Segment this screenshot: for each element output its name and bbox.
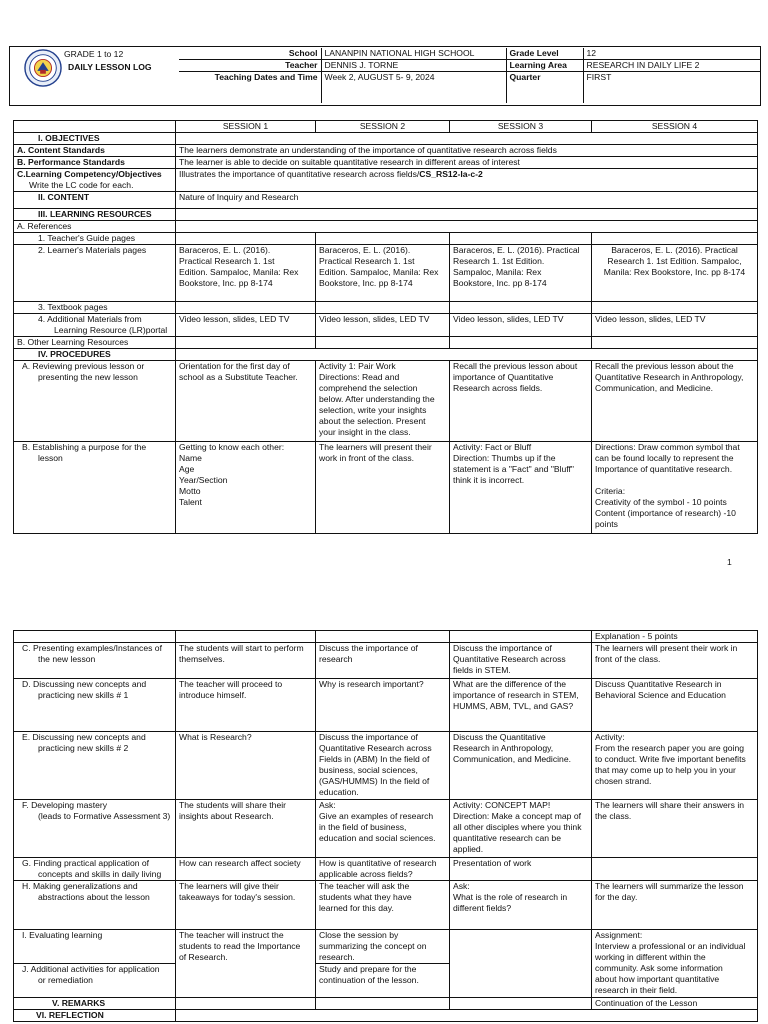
competency-value: Illustrates the importance of quantitative research across fields/ bbox=[179, 169, 420, 179]
procedure-i-s1: The teacher will instruct the students to read the Importance of Research. bbox=[176, 930, 316, 998]
reflection-heading: VI. REFLECTION bbox=[14, 1010, 176, 1022]
teacher-value: DENNIS J. TORNE bbox=[321, 60, 506, 72]
procedure-c-s4: The learners will present their work in front of the class. bbox=[592, 643, 758, 679]
procedure-b-s1: Getting to know each other: Name Age Year/Section Motto Talent bbox=[176, 442, 316, 534]
procedures-heading: IV. PROCEDURES bbox=[14, 349, 176, 361]
procedure-e-s4: Activity: From the research paper you are going to conduct. Write five important benefits that may come up to help you in your chosen strand. bbox=[592, 732, 758, 800]
competency-label-cell bbox=[14, 169, 176, 192]
procedure-row-b bbox=[14, 442, 758, 534]
procedure-g-s1: How can research affect society bbox=[176, 858, 316, 881]
additional-materials-s4: Video lesson, slides, LED TV bbox=[592, 314, 758, 337]
procedure-h-s4: The learners will summarize the lesson for the day. bbox=[592, 881, 758, 930]
procedure-a-s4: Recall the previous lesson about the Quantitative Research in Anthropology, Communication, and Medicine. bbox=[592, 361, 758, 442]
teachers-guide-label: 1. Teacher's Guide pages bbox=[14, 233, 176, 245]
content-heading: II. CONTENT bbox=[14, 192, 176, 209]
procedure-a-label: A. Reviewing previous lesson or presenting the new lesson bbox=[14, 361, 176, 442]
references-label: A. References bbox=[14, 221, 176, 233]
procedure-h-s2: The teacher will ask the students what they have learned for this day. bbox=[316, 881, 450, 930]
procedure-row-g bbox=[14, 858, 758, 881]
procedure-row-f bbox=[14, 800, 758, 858]
additional-materials-s3: Video lesson, slides, LED TV bbox=[450, 314, 592, 337]
competency-sublabel: Write the LC code for each. bbox=[29, 180, 134, 190]
grade-range: GRADE 1 to 12 bbox=[64, 49, 124, 59]
quarter-value: FIRST bbox=[583, 72, 760, 104]
competency-value-cell bbox=[176, 169, 758, 192]
session-header-row bbox=[14, 121, 758, 133]
additional-materials-s1: Video lesson, slides, LED TV bbox=[176, 314, 316, 337]
procedure-j-s2: Study and prepare for the continuation of the lesson. bbox=[316, 964, 450, 998]
session-4-header: SESSION 4 bbox=[592, 121, 758, 133]
resources-heading: III. LEARNING RESOURCES bbox=[14, 209, 176, 221]
procedure-c-s2: Discuss the importance of research bbox=[316, 643, 450, 679]
procedure-b-label: B. Establishing a purpose for the lesson bbox=[14, 442, 176, 534]
remarks-s4: Continuation of the Lesson bbox=[592, 998, 758, 1010]
learners-materials-s4: Baraceros, E. L. (2016). Practical Research 1. 1st Edition. Sampaloc, Manila: Rex Bookstore, Inc. pp 8-174 bbox=[592, 245, 758, 302]
procedure-g-s3: Presentation of work bbox=[450, 858, 592, 881]
quarter-label: Quarter bbox=[506, 72, 583, 104]
learning-area-label: Learning Area bbox=[506, 60, 583, 72]
school-value: LANANPIN NATIONAL HIGH SCHOOL bbox=[321, 48, 506, 60]
procedure-row-i bbox=[14, 930, 758, 964]
procedure-f-s2: Ask: Give an examples of research in the field of business, education and social sciences. bbox=[316, 800, 450, 858]
session-2-header: SESSION 2 bbox=[316, 121, 450, 133]
procedure-a-s2: Activity 1: Pair Work Directions: Read and comprehend the selection below. After understanding the selection, write your insights about the selection. Present your insight in the class. bbox=[316, 361, 450, 442]
performance-standards-value: The learner is able to decide on suitable quantitative research in different areas of interest bbox=[176, 157, 758, 169]
log-title: DAILY LESSON LOG bbox=[68, 62, 152, 72]
content-standards-label: A. Content Standards bbox=[14, 145, 176, 157]
learners-materials-s1: Baraceros, E. L. (2016). Practical Research 1. 1st Edition. Sampaloc, Manila: Rex Bookstore, Inc. pp 8-174 bbox=[176, 245, 316, 302]
lesson-log-table-page-1 bbox=[13, 120, 758, 534]
deped-seal-icon bbox=[24, 49, 62, 87]
procedure-c-label: C. Presenting examples/Instances of the new lesson bbox=[14, 643, 176, 679]
procedure-i-s4: Assignment: Interview a professional or an individual working in different within the community. Ask some information about how important quantitative research in their field. bbox=[592, 930, 758, 998]
school-label: School bbox=[179, 48, 321, 60]
procedure-d-s1: The teacher will proceed to introduce himself. bbox=[176, 679, 316, 732]
procedure-row-c bbox=[14, 643, 758, 679]
procedure-d-s4: Discuss Quantitative Research in Behavioral Science and Education bbox=[592, 679, 758, 732]
procedure-d-label: D. Discussing new concepts and practicing new skills # 1 bbox=[14, 679, 176, 732]
procedure-row-h bbox=[14, 881, 758, 930]
learners-materials-s3: Baraceros, E. L. (2016). Practical Research 1. 1st Edition. Sampaloc, Manila: Rex Bookstore, Inc. pp 8-174 bbox=[450, 245, 592, 302]
procedure-a-s3: Recall the previous lesson about importance of Quantitative Research across fields. bbox=[450, 361, 592, 442]
teacher-label: Teacher bbox=[179, 60, 321, 72]
procedure-g-label: G. Finding practical application of concepts and skills in daily living bbox=[14, 858, 176, 881]
procedure-d-s3: What are the difference of the importance of research in STEM, HUMMS, ABM, TVL, and GAS? bbox=[450, 679, 592, 732]
grade-level-label: Grade Level bbox=[506, 48, 583, 60]
procedure-h-s1: The learners will give their takeaways for today's session. bbox=[176, 881, 316, 930]
dates-value: Week 2, AUGUST 5- 9, 2024 bbox=[321, 72, 506, 104]
learning-area-value: RESEARCH IN DAILY LIFE 2 bbox=[583, 60, 760, 72]
header-info-table bbox=[179, 48, 760, 103]
procedure-e-s1: What is Research? bbox=[176, 732, 316, 800]
procedure-b-s3: Activity: Fact or Bluff Direction: Thumbs up if the statement is a "Fact" and "Bluff" think it is incorrect. bbox=[450, 442, 592, 534]
procedure-f-label: F. Developing mastery (leads to Formative Assessment 3) bbox=[14, 800, 176, 858]
content-value: Nature of Inquiry and Research bbox=[176, 192, 758, 209]
procedure-a-s1: Orientation for the first day of school as a Substitute Teacher. bbox=[176, 361, 316, 442]
procedure-f-s1: The students will share their insights about Research. bbox=[176, 800, 316, 858]
textbook-label: 3. Textbook pages bbox=[14, 302, 176, 314]
school-header bbox=[9, 46, 761, 106]
session-3-header: SESSION 3 bbox=[450, 121, 592, 133]
carry-over-s4: Explanation - 5 points bbox=[592, 631, 758, 643]
procedure-e-label: E. Discussing new concepts and practicing new skills # 2 bbox=[14, 732, 176, 800]
content-standards-value: The learners demonstrate an understanding of the importance of quantitative research across fields bbox=[176, 145, 758, 157]
procedure-i-s2: Close the session by summarizing the concept on research. bbox=[316, 930, 450, 964]
other-resources-label: B. Other Learning Resources bbox=[14, 337, 176, 349]
procedure-row-a bbox=[14, 361, 758, 442]
procedure-j-label: J. Additional activities for application or remediation bbox=[14, 964, 176, 998]
additional-materials-label: 4. Additional Materials from Learning Resource (LR)portal bbox=[14, 314, 176, 337]
page-number: 1 bbox=[727, 557, 732, 567]
procedure-b-s2: The learners will present their work in front of the class. bbox=[316, 442, 450, 534]
competency-label: C.Learning Competency/Objectives bbox=[17, 169, 162, 179]
procedure-c-s3: Discuss the importance of Quantitative Research across fields in STEM. bbox=[450, 643, 592, 679]
procedure-h-label: H. Making generalizations and abstractions about the lesson bbox=[14, 881, 176, 930]
procedure-g-s4 bbox=[592, 858, 758, 881]
additional-materials-s2: Video lesson, slides, LED TV bbox=[316, 314, 450, 337]
remarks-heading: V. REMARKS bbox=[14, 998, 176, 1010]
procedure-row-d bbox=[14, 679, 758, 732]
procedure-f-s4: The learners will share their answers in the class. bbox=[592, 800, 758, 858]
session-1-header: SESSION 1 bbox=[176, 121, 316, 133]
procedure-c-s1: The students will start to perform themselves. bbox=[176, 643, 316, 679]
competency-code: CS_RS12-Ia-c-2 bbox=[419, 169, 483, 179]
objectives-heading: I. OBJECTIVES bbox=[14, 133, 176, 145]
procedure-i-label: I. Evaluating learning bbox=[14, 930, 176, 964]
procedure-b-s4: Directions: Draw common symbol that can be found locally to represent the Importance of quantitative research. Criteria: Creativity of the symbol - 10 points Content (importance of research) -10 points bbox=[592, 442, 758, 534]
procedure-row-e bbox=[14, 732, 758, 800]
procedure-e-s2: Discuss the importance of Quantitative Research across Fields in (ABM) In the field of business, social sciences, (GAS/HUMMS) In the field of education. bbox=[316, 732, 450, 800]
procedure-e-s3: Discuss the Quantitative Research in Anthropology, Communication, and Medicine. bbox=[450, 732, 592, 800]
learners-materials-s2: Baraceros, E. L. (2016). Practical Research 1. 1st Edition. Sampaloc, Manila: Rex Bookstore, Inc. pp 8-174 bbox=[316, 245, 450, 302]
procedure-h-s3: Ask: What is the role of research in different fields? bbox=[450, 881, 592, 930]
procedure-d-s2: Why is research important? bbox=[316, 679, 450, 732]
procedure-f-s3: Activity: CONCEPT MAP! Direction: Make a concept map of all other disciples where you think quantitative research can be applied. bbox=[450, 800, 592, 858]
lesson-log-table-page-2 bbox=[13, 630, 758, 1022]
procedure-g-s2: How is quantitative of research applicable across fields? bbox=[316, 858, 450, 881]
grade-level-value: 12 bbox=[583, 48, 760, 60]
performance-standards-label: B. Performance Standards bbox=[14, 157, 176, 169]
dates-label: Teaching Dates and Time bbox=[179, 72, 321, 104]
learners-materials-label: 2. Learner's Materials pages bbox=[14, 245, 176, 302]
